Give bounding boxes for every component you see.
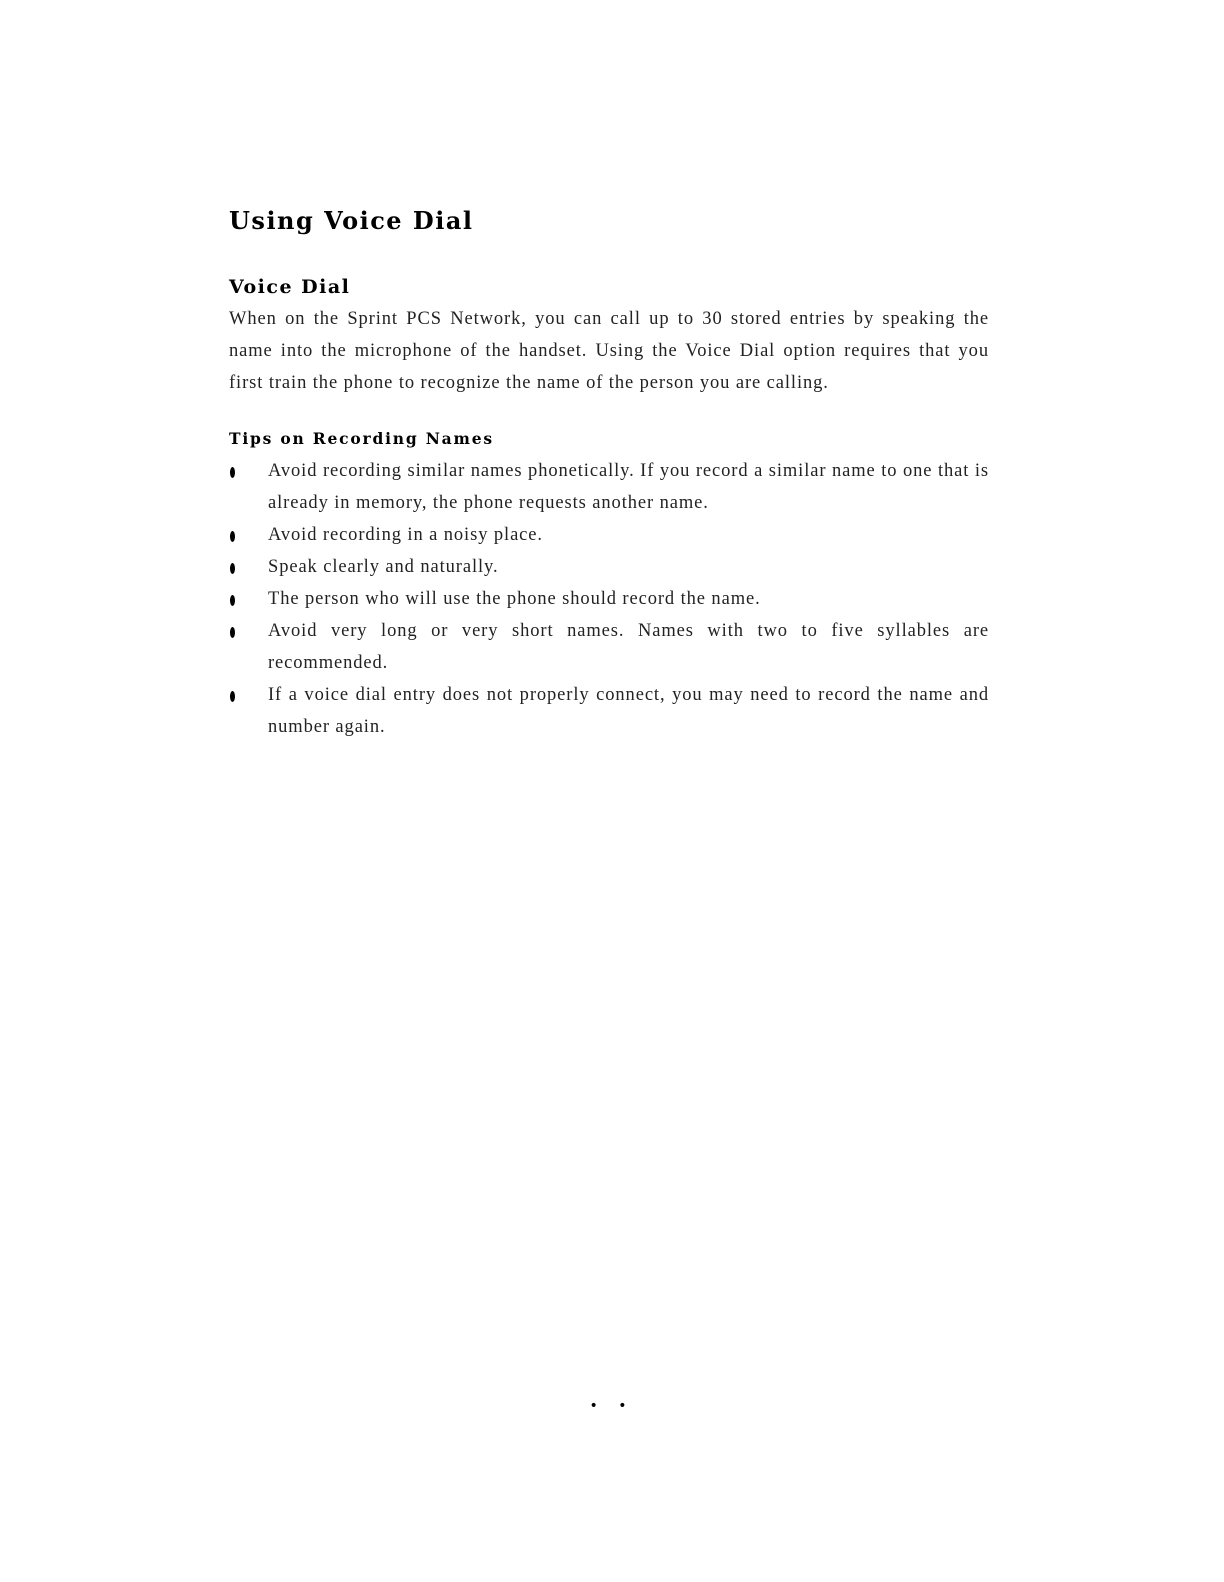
tips-list [229, 455, 989, 743]
section-heading-voice-dial: Voice Dial [229, 276, 351, 298]
section-body-paragraph: When on the Sprint PCS Network, you can call up to 30 stored entries by speaking the name into the microphone of the handset. Using the Voice Dial option requires that you first train the phone to recognize the name of the person you are calling. [229, 309, 989, 393]
tip-text: Avoid recording in a noisy place. [268, 525, 543, 545]
tip-item [229, 551, 989, 583]
tip-text: Speak clearly and naturally. [268, 557, 499, 577]
tip-text: Avoid recording similar names phonetically. If you record a similar name to one that is already in memory, the phone requests another name. [268, 461, 989, 513]
bullet-icon [230, 531, 235, 542]
tip-item [229, 615, 989, 679]
bullet-icon [230, 563, 235, 574]
tips-heading: Tips on Recording Names [229, 429, 494, 448]
tip-item [229, 583, 989, 615]
page-content [229, 203, 989, 743]
bullet-icon [230, 627, 235, 638]
tip-text: The person who will use the phone should record the name. [268, 589, 761, 609]
bullet-icon [230, 467, 235, 478]
tip-text: If a voice dial entry does not properly connect, you may need to record the name and number again. [268, 685, 989, 737]
bullet-icon [230, 595, 235, 606]
tip-item [229, 519, 989, 551]
bullet-icon [230, 691, 235, 702]
tip-item [229, 455, 989, 519]
page-footer-dots: • • [589, 1398, 635, 1414]
tip-item [229, 679, 989, 743]
page-title: Using Voice Dial [229, 206, 474, 235]
tip-text: Avoid very long or very short names. Names with two to five syllables are recommended. [268, 621, 989, 673]
